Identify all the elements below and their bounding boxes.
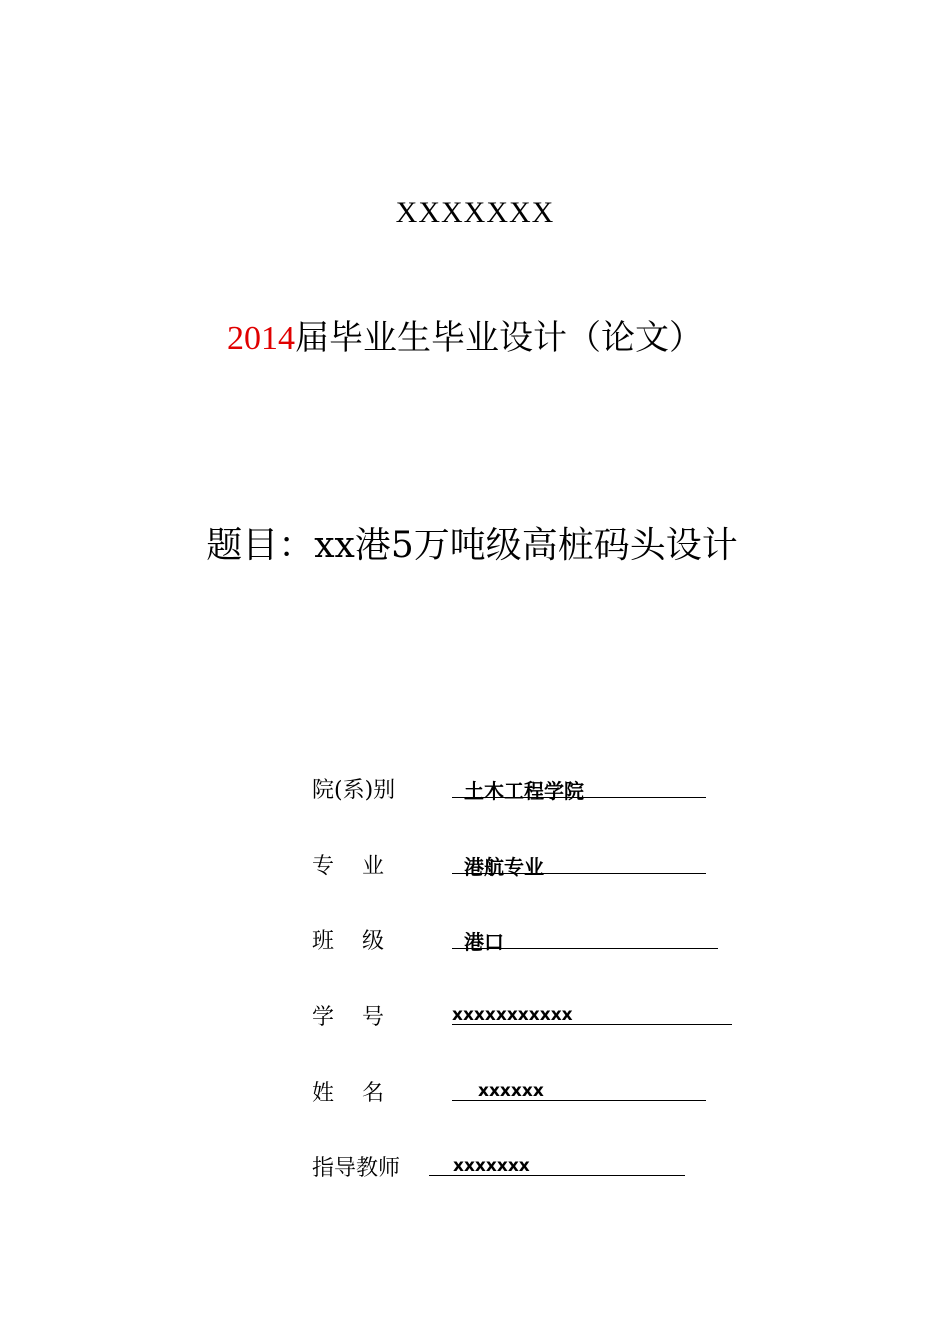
graduation-year: 2014 [227, 320, 295, 357]
thesis-topic [0, 517, 944, 568]
department-label: 院(系)别 [312, 778, 396, 803]
info-row-major [312, 849, 872, 883]
department-value: 土木工程学院 [464, 779, 584, 803]
major-underline [452, 849, 706, 879]
department-underline [452, 773, 706, 803]
class-label: 班 级 [312, 929, 384, 954]
major-value: 港航专业 [464, 855, 544, 879]
school-name: XXXXXXX [395, 196, 555, 229]
info-row-class [312, 924, 872, 958]
name-value: xxxxxx [478, 1081, 544, 1101]
student-id-label: 学 号 [312, 1005, 384, 1030]
info-row-name [312, 1076, 872, 1110]
advisor-underline [429, 1151, 685, 1176]
info-row-department [312, 773, 872, 807]
advisor-value: xxxxxxx [453, 1156, 530, 1176]
name-label: 姓 名 [312, 1081, 384, 1106]
name-underline [452, 1076, 706, 1101]
thesis-heading [0, 310, 930, 359]
class-value: 港口 [464, 930, 504, 954]
info-row-advisor [312, 1151, 872, 1185]
class-underline [452, 924, 718, 954]
topic-title: xx港5万吨级高桩码头设计 [314, 525, 738, 566]
student-id-value: xxxxxxxxxxx [452, 1005, 573, 1025]
thesis-heading-text: 届毕业生毕业设计（论文） [295, 318, 703, 358]
student-id-underline [452, 1000, 732, 1025]
info-row-student-id [312, 1000, 872, 1034]
major-label: 专 业 [312, 854, 384, 879]
advisor-label: 指导教师 [312, 1156, 401, 1181]
topic-prefix: 题目： [206, 525, 315, 566]
